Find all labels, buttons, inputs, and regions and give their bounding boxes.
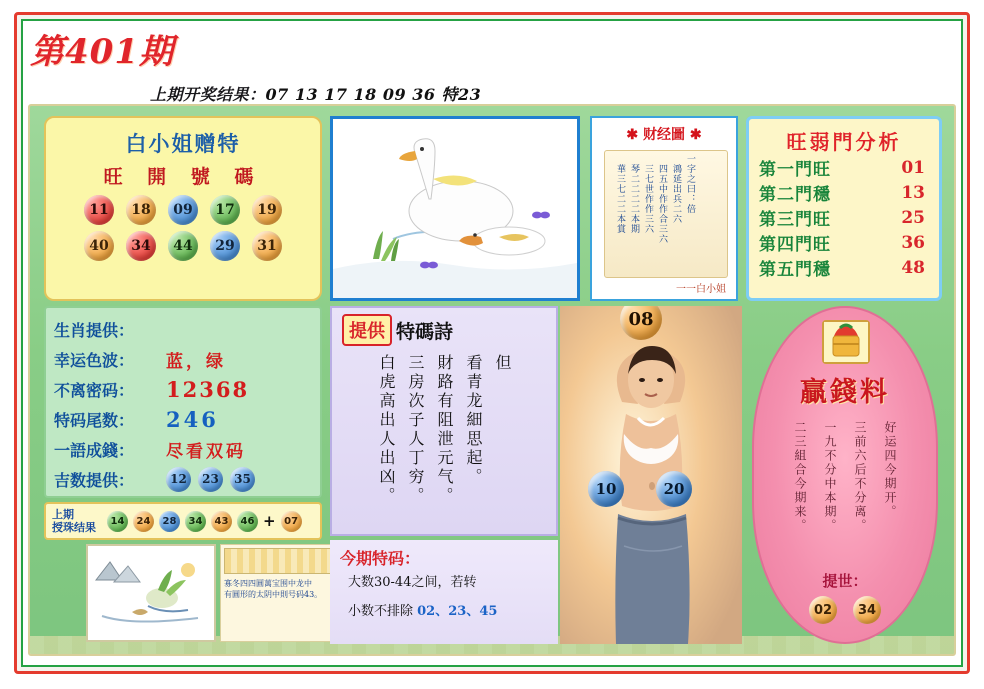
- gate-number: 13: [901, 182, 925, 203]
- note-line2: 有圓形的太阴中則号码43。: [224, 590, 323, 599]
- info-row-secret-code: [54, 374, 312, 404]
- gate-number: 48: [901, 257, 925, 278]
- panel-top-illustration: [330, 116, 580, 301]
- panel-gate-analysis: [746, 116, 942, 301]
- panel-bai-xiaojie: [44, 116, 322, 301]
- lottery-ball: 34: [185, 511, 206, 532]
- poem-column: 財路有阻泄元气。: [435, 354, 454, 506]
- panel-info-list: [44, 306, 322, 498]
- lottery-ball: 44: [168, 231, 198, 261]
- gate-number: 01: [901, 157, 925, 178]
- info-label: 生肖提供：: [54, 320, 135, 340]
- finance-column: 鴻延出兵二六: [671, 164, 681, 224]
- page-title: 第401期: [30, 32, 174, 72]
- finance-column: 琴二二二二本期: [629, 164, 639, 234]
- lottery-ball: 19: [252, 195, 282, 225]
- gate-row: [749, 205, 939, 230]
- panel-bottom-illustration: [86, 544, 216, 642]
- gate-name: 第五門穩: [759, 260, 831, 280]
- info-row-phrase: [54, 434, 312, 464]
- last-draw-label: 上期开奖结果：: [150, 85, 266, 104]
- lottery-ball: 20: [656, 471, 692, 507]
- lottery-ball: 10: [588, 471, 624, 507]
- win-column: 三前六后不分离。: [853, 421, 867, 533]
- win-bottom: [754, 570, 936, 624]
- gate-name: 第二門穩: [759, 185, 831, 205]
- finance-column: 三七世作作三六: [643, 164, 653, 234]
- lottery-ball: 40: [84, 231, 114, 261]
- finance-title: ✱ 财经圖 ✱: [626, 127, 702, 143]
- plus-sign: +: [263, 512, 276, 530]
- finance-column: 四五中作作合三六: [657, 164, 667, 244]
- today-line-2-numbers: 02、23、45: [417, 604, 498, 619]
- lottery-ball-special: 07: [281, 511, 302, 532]
- gate-row: [749, 155, 939, 180]
- info-label: 幸运色波：: [54, 350, 135, 370]
- finance-column: 華三七二二本賞: [615, 164, 625, 234]
- today-line-2: [330, 600, 558, 619]
- info-value: 246: [166, 406, 219, 432]
- lottery-ball: 18: [126, 195, 156, 225]
- landscape-illustration-icon: [88, 546, 214, 640]
- bai-ball-row-1: [46, 195, 320, 225]
- win-title: 贏錢料: [800, 377, 890, 408]
- lottery-ball: 35: [230, 467, 255, 492]
- poem-body: [332, 354, 556, 506]
- info-row-lucky-numbers: [54, 464, 312, 494]
- lottery-ball: 34: [126, 231, 156, 261]
- info-row-zodiac: [54, 314, 312, 344]
- lottery-ball: 12: [166, 467, 191, 492]
- info-row-lucky-color: [54, 344, 312, 374]
- gate-row: [749, 255, 939, 280]
- win-column: 二三組合今期来。: [793, 421, 807, 533]
- lottery-ball: 23: [198, 467, 223, 492]
- bai-ball-row-2: [46, 231, 320, 261]
- gate-number: 25: [901, 207, 925, 228]
- panel-note: [220, 544, 342, 642]
- gate-title: 旺弱門分析: [786, 130, 902, 154]
- poem-tag: 提供: [342, 314, 392, 346]
- today-line-1: 大数30-44之间，若转: [348, 575, 477, 590]
- poem-column: 三房次子人丁穷。: [406, 354, 425, 506]
- duck-scene: [333, 119, 577, 298]
- gate-row: [749, 180, 939, 205]
- gate-name: 第四門旺: [759, 235, 831, 255]
- lottery-ball: 31: [252, 231, 282, 261]
- info-label: 一語成錢：: [54, 440, 135, 460]
- poem-title: 特碼詩: [396, 320, 454, 343]
- poem-column: 白虎高出人出凶。: [377, 354, 396, 506]
- last-draw-result: [150, 82, 481, 105]
- duck-illustration-icon: [333, 119, 577, 298]
- info-value: 12368: [166, 376, 250, 402]
- model-photo-graphic: [560, 306, 742, 644]
- info-value: 尽看双码: [166, 441, 246, 462]
- lottery-ball: 09: [168, 195, 198, 225]
- poem-column: 但: [493, 354, 512, 373]
- today-title: 今期特码：: [340, 549, 421, 568]
- bai-title: 白小姐赠特: [125, 131, 241, 156]
- bai-subtitle: 旺 開 號 碼: [103, 166, 263, 188]
- lottery-ball: 14: [107, 511, 128, 532]
- lottery-ball: 28: [159, 511, 180, 532]
- info-row-tail-number: [54, 404, 312, 434]
- strip-label-line2: 授珠结果: [52, 521, 96, 534]
- poem-header: [332, 308, 556, 348]
- poem-column: 看青龙細思起。: [464, 354, 483, 487]
- lottery-ball: 29: [210, 231, 240, 261]
- lottery-ball: 24: [133, 511, 154, 532]
- last-draw-numbers: 07 13 17 18 09 36 特23: [265, 85, 482, 104]
- lottery-ball: 08: [620, 306, 662, 340]
- panel-today-special: [330, 540, 558, 644]
- win-ball-group: [754, 596, 936, 624]
- treasure-icon: [822, 320, 870, 364]
- panel-model-photo: [560, 306, 742, 644]
- panel-win-money: [752, 306, 938, 644]
- lottery-ball: 43: [211, 511, 232, 532]
- lottery-ball: 11: [84, 195, 114, 225]
- panel-finance: [590, 116, 738, 301]
- panel-previous-result-strip: [44, 502, 322, 540]
- gate-number: 36: [901, 232, 925, 253]
- today-line-2-prefix: 小数不排除: [348, 604, 418, 619]
- note-decorative-header: [224, 548, 338, 574]
- finance-signature: 一一白小姐: [676, 284, 726, 295]
- win-column: 一九不分中本期。: [823, 421, 837, 533]
- finance-header-line: 一字之曰：倍: [685, 154, 695, 214]
- note-line1: 寡冬四四圓萬宝围中龙中: [224, 579, 312, 588]
- info-label: 吉数提供：: [54, 470, 135, 490]
- panel-poem: [330, 306, 558, 536]
- lottery-ball: 34: [853, 596, 881, 624]
- gate-name: 第三門旺: [759, 210, 831, 230]
- info-label: 特码尾数：: [54, 410, 135, 430]
- info-value: 蓝，绿: [166, 351, 226, 372]
- strip-label-line1: 上期: [52, 508, 74, 521]
- gate-name: 第一門旺: [759, 160, 831, 180]
- main-board: [28, 104, 956, 656]
- lottery-ball: 17: [210, 195, 240, 225]
- win-columns: [754, 421, 936, 533]
- info-label: 不离密码：: [54, 380, 135, 400]
- strip-label: [52, 508, 102, 534]
- treasure-graphic: [824, 322, 868, 362]
- lottery-ball: 02: [809, 596, 837, 624]
- win-bottom-label: 提世：: [822, 572, 868, 590]
- lottery-ball: 46: [237, 511, 258, 532]
- win-column: 好运四今期开。: [883, 421, 897, 519]
- lucky-ball-group: [166, 467, 255, 492]
- gate-row: [749, 230, 939, 255]
